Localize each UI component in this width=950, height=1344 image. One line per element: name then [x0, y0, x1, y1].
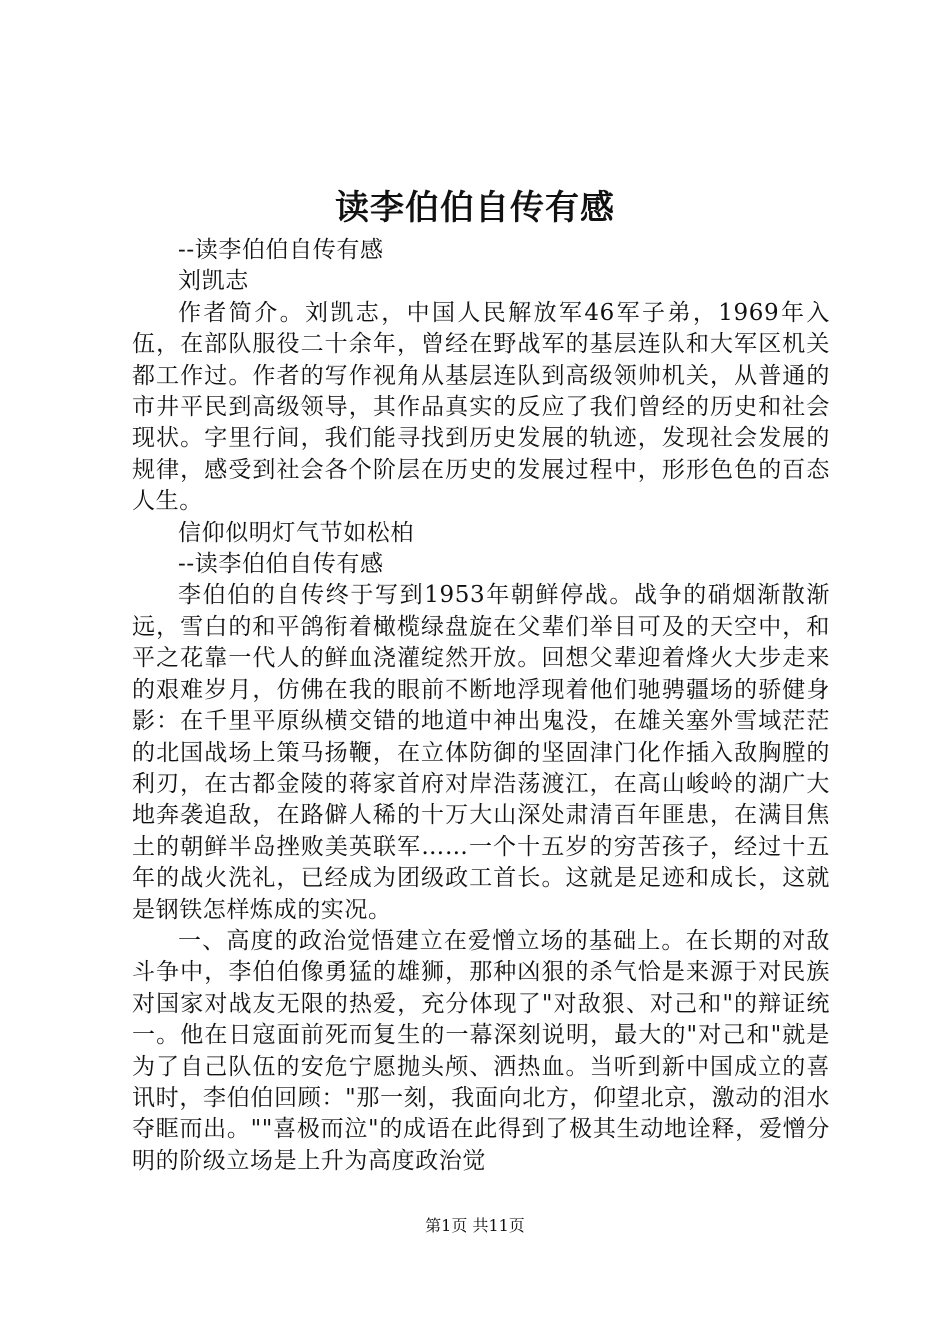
author-name: 刘凯志	[178, 268, 249, 295]
body-paragraph: 李伯伯的自传终于写到1953年朝鲜停战。战争的硝烟渐散渐远，雪白的和平鸽衔着橄榄绿盘旋在父辈们举目可及的天空中，和平之花靠一代人的鲜血浇灌绽然开放。回想父辈迎着烽火大步走来的艰难岁月，仿佛在我的眼前不断地浮现着他们驰骋疆场的骄健身影：在千里平原纵横交错的地道中神出鬼没，在雄关塞外雪域茫茫的北国战场上策马扬鞭，在立体防御的坚固津门化作插入敌胸膛的利刃，在古都金陵的蒋家首府对岸浩荡渡江，在高山峻岭的湖广大地奔袭追敌，在路僻人稀的十万大山深处肃清百年匪患，在满目焦土的朝鲜半岛挫败美英联军……一个十五岁的穷苦孩子，经过十五年的战火洗礼，已经成为团级政工首长。这就是足迹和成长，这就是钢铁怎样炼成的实况。	[132, 582, 830, 923]
section-heading: 信仰似明灯气节如松柏	[178, 519, 414, 546]
document-body	[132, 235, 830, 1177]
author-intro-paragraph: 作者简介。刘凯志，中国人民解放军46军子弟，1969年入伍，在部队服役二十余年，曾经在野战军的基层连队和大军区机关都工作过。作者的写作视角从基层连队到高级领帅机关，从普通的市井平民到高级领导，其作品真实的反应了我们曾经的历史和社会现状。字里行间，我们能寻找到历史发展的轨迹，发现社会发展的规律，感受到社会各个阶层在历史的发展过程中，形形色色的百态人生。	[132, 299, 830, 515]
section-subheading: --读李伯伯自传有感	[178, 551, 384, 578]
body-paragraph: 一、高度的政治觉悟建立在爱憎立场的基础上。在长期的对敌斗争中，李伯伯像勇猛的雄狮，那种凶狠的杀气恰是来源于对民族对国家对战友无限的热爱，充分体现了"对敌狠、对己和"的辩证统一。他在日寇面前死而复生的一幕深刻说明，最大的"对己和"就是为了自己队伍的安危宁愿抛头颅、洒热血。当听到新中国成立的喜讯时，李伯伯回顾："那一刻，我面向北方，仰望北京，激动的泪水夺眶而出。""喜极而泣"的成语在此得到了极其生动地诠释，爱憎分明的阶级立场是上升为高度政治觉	[132, 927, 830, 1174]
subtitle-line: --读李伯伯自传有感	[178, 237, 384, 263]
page-footer: 第1页 共11页	[425, 1216, 525, 1235]
document-title: 读李伯伯自传有感	[335, 188, 615, 228]
